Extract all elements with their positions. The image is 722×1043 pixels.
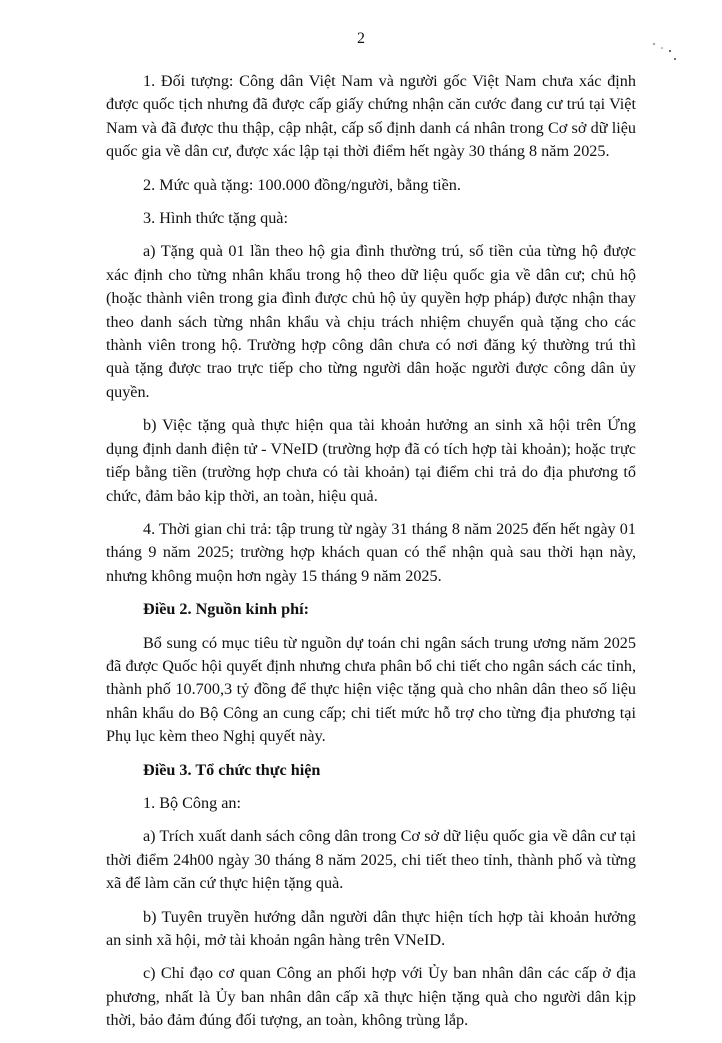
article-3-item-1c: c) Chỉ đạo cơ quan Công an phối hợp với Ủy ban nhân dân các cấp ở địa phương, nhất là Ủy ban nhân dân cấp xã thực hiện tặng quà cho người dân kịp thời, bảo đảm đúng đối tượng, an toàn, không trùng lắp. [106, 964, 636, 1030]
paragraph-gift-amount: 2. Mức quà tặng: 100.000 đồng/người, bằng tiền. [143, 175, 461, 194]
paragraph-gift-form: 3. Hình thức tặng quà: [143, 209, 288, 228]
article-3-heading: Điều 3. Tổ chức thực hiện [143, 760, 321, 779]
page-number: 2 [357, 30, 365, 47]
article-2-body: Bổ sung có mục tiêu từ nguồn dự toán chi ngân sách trung ương năm 2025 đã được Quốc hội quyết định nhưng chưa phân bổ chi tiết cho ngân sách các tỉnh, thành phố 10.700,3 tỷ đồng để thực hiện việc tặng quà cho nhân dân theo số liệu nhân khẩu do Bộ Công an cung cấp; chi tiết mức hỗ trợ cho từng địa phương tại Phụ lục kèm theo Nghị quyết này. [106, 633, 636, 746]
scan-specks [648, 40, 678, 70]
paragraph-gift-form-b: b) Việc tặng quà thực hiện qua tài khoản hưởng an sinh xã hội trên Ứng dụng định danh điện tử - VNeID (trường hợp đã có tích hợp tài khoản); hoặc trực tiếp bằng tiền (trường hợp chưa có tài khoản) tại điểm chi trả do địa phương tổ chức, đảm bảo kịp thời, an toàn, hiệu quả. [106, 416, 636, 505]
paragraph-payment-time: 4. Thời gian chi trả: tập trung từ ngày 31 tháng 8 năm 2025 đến hết ngày 01 tháng 9 năm 2025; trường hợp khách quan có thể nhận quà sau thời hạn này, nhưng không muộn hơn ngày 15 tháng 9 năm 2025. [106, 519, 636, 585]
article-3-item-1a: a) Trích xuất danh sách công dân trong Cơ sở dữ liệu quốc gia về dân cư tại thời điểm 24h00 ngày 30 tháng 8 năm 2025, chi tiết theo tỉnh, thành phố và từng xã để làm căn cứ thực hiện tặng quà. [106, 827, 636, 893]
article-2-heading: Điều 2. Nguồn kinh phí: [143, 600, 309, 619]
article-3-item-1: 1. Bộ Công an: [143, 793, 242, 812]
paragraph-gift-form-a: a) Tặng quà 01 lần theo hộ gia đình thường trú, số tiền của từng hộ được xác định cho từng nhân khẩu trong hộ theo dữ liệu quốc gia về dân cư; chủ hộ (hoặc thành viên trong gia đình được chủ hộ ủy quyền hợp pháp) được nhận thay theo danh sách từng nhân khẩu và chịu trách nhiệm chuyển quà tặng cho các thành viên trong hộ. Trường hợp công dân chưa có nơi đăng ký thường trú thì quà tặng được trao trực tiếp cho từng người dân hoặc người được công dân ủy quyền. [106, 242, 636, 401]
article-3-item-1b: b) Tuyên truyền hướng dẫn người dân thực hiện tích hợp tài khoản hưởng an sinh xã hội, mở tài khoản ngân hàng trên VNeID. [106, 907, 636, 949]
paragraph-subjects: 1. Đối tượng: Công dân Việt Nam và người gốc Việt Nam chưa xác định được quốc tịch nhưng đã được cấp giấy chứng nhận căn cước đang cư trú tại Việt Nam và đã được thu thập, cập nhật, cấp số định danh cá nhân trong Cơ sở dữ liệu quốc gia về dân cư, được xác lập tại thời điểm hết ngày 30 tháng 8 năm 2025. [106, 72, 636, 161]
document-body [106, 70, 636, 1043]
